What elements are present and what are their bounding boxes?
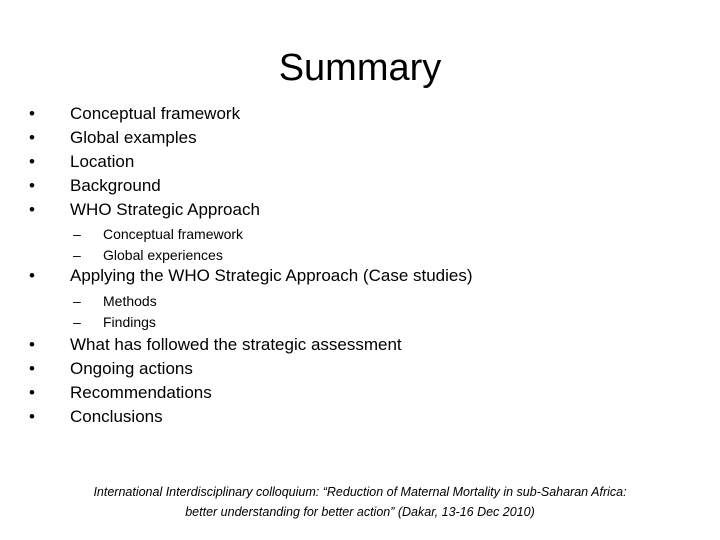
sub-list-item: [73, 291, 157, 311]
bullet-icon: •: [29, 104, 35, 123]
sub-list-item-label: Methods: [103, 293, 157, 309]
list-item-label: Ongoing actions: [70, 359, 193, 378]
list-item-label: Location: [70, 152, 135, 171]
list-item: [29, 198, 260, 222]
bullet-icon: •: [29, 383, 35, 402]
bullet-icon: •: [29, 335, 35, 354]
bullet-icon: •: [29, 176, 35, 195]
bullet-icon: •: [29, 152, 35, 171]
bullet-icon: •: [29, 359, 35, 378]
list-item-label: Recommendations: [70, 383, 212, 402]
sub-list-item-label: Conceptual framework: [103, 226, 244, 242]
footer-line: International Interdisciplinary colloquium: “Reduction of Maternal Mortality in sub-Saharan Africa:: [93, 485, 627, 499]
list-item-label: Conclusions: [70, 407, 163, 426]
bullet-icon: •: [29, 200, 35, 219]
bullet-icon: •: [29, 407, 35, 426]
list-item: [29, 381, 212, 405]
list-item-label: Background: [70, 176, 161, 195]
dash-icon: –: [73, 226, 81, 242]
footer-line: better understanding for better action” (Dakar, 13-16 Dec 2010): [185, 505, 535, 519]
bullet-icon: •: [29, 128, 35, 147]
dash-icon: –: [73, 247, 81, 263]
list-item-label: What has followed the strategic assessment: [70, 335, 402, 354]
list-item: [29, 150, 134, 174]
list-item: [29, 333, 402, 357]
sub-list-item: [73, 245, 223, 265]
list-item: [29, 102, 240, 126]
dash-icon: –: [73, 314, 81, 330]
list-item: [29, 126, 197, 150]
list-item: [29, 264, 473, 288]
sub-list-item-label: Findings: [103, 314, 156, 330]
list-item-label: Global examples: [70, 128, 197, 147]
list-item-label: WHO Strategic Approach: [70, 200, 260, 219]
sub-list-item-label: Global experiences: [103, 247, 223, 263]
footer-citation: [0, 482, 720, 522]
list-item-label: Applying the WHO Strategic Approach (Case studies): [70, 266, 473, 285]
list-item: [29, 174, 161, 198]
bullet-icon: •: [29, 266, 35, 285]
sub-list-item: [73, 312, 156, 332]
dash-icon: –: [73, 293, 81, 309]
sub-list-item: [73, 224, 243, 244]
slide-title: Summary: [278, 47, 442, 89]
list-item: [29, 405, 163, 429]
list-item-label: Conceptual framework: [70, 104, 241, 123]
list-item: [29, 357, 193, 381]
